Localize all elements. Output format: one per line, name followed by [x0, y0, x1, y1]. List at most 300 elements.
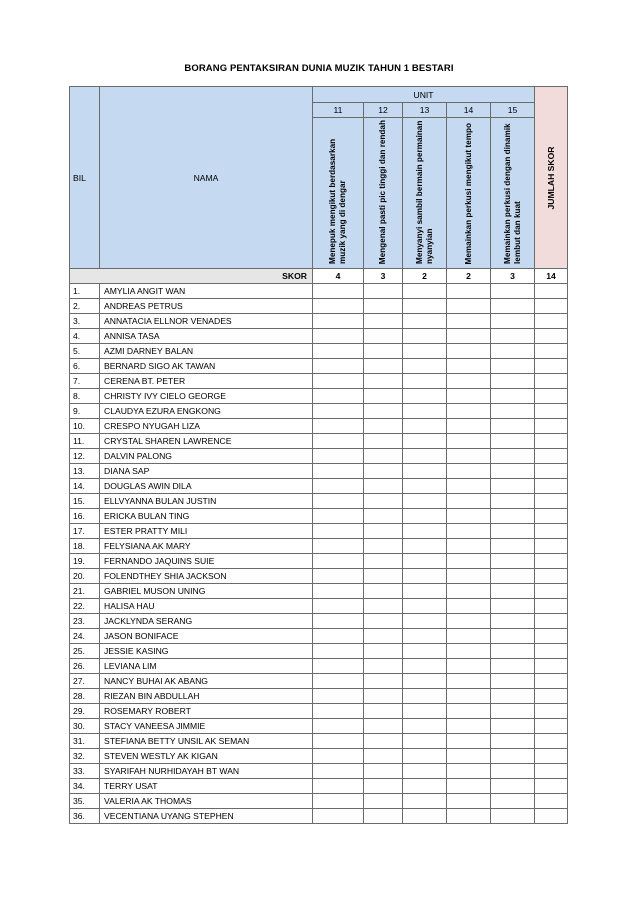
score-cell[interactable]	[447, 389, 491, 404]
total-cell[interactable]	[535, 779, 568, 794]
total-cell[interactable]	[535, 509, 568, 524]
table-row	[70, 434, 568, 449]
score-cell[interactable]	[313, 734, 364, 749]
score-cell[interactable]	[364, 314, 403, 329]
score-cell[interactable]	[447, 659, 491, 674]
score-cell[interactable]	[403, 464, 447, 479]
score-cell[interactable]	[447, 284, 491, 299]
score-cell[interactable]	[491, 689, 535, 704]
score-cell[interactable]	[447, 374, 491, 389]
total-cell[interactable]	[535, 344, 568, 359]
score-cell[interactable]	[313, 314, 364, 329]
score-cell[interactable]	[364, 719, 403, 734]
score-cell[interactable]	[447, 344, 491, 359]
total-cell[interactable]	[535, 584, 568, 599]
student-number: 30.	[70, 719, 100, 734]
score-cell[interactable]	[491, 554, 535, 569]
header-unit	[313, 87, 535, 103]
score-cell[interactable]	[491, 719, 535, 734]
score-cell[interactable]	[313, 299, 364, 314]
score-cell[interactable]	[364, 449, 403, 464]
score-cell[interactable]	[491, 674, 535, 689]
student-number: 2.	[70, 299, 100, 314]
score-cell[interactable]	[364, 389, 403, 404]
score-cell[interactable]	[313, 809, 364, 824]
score-cell[interactable]	[403, 569, 447, 584]
table-row	[70, 719, 568, 734]
student-number: 11.	[70, 434, 100, 449]
student-name: CLAUDYA EZURA ENGKONG	[100, 404, 313, 419]
score-cell[interactable]	[403, 614, 447, 629]
score-cell[interactable]	[364, 494, 403, 509]
score-cell[interactable]	[403, 674, 447, 689]
score-cell[interactable]	[447, 464, 491, 479]
total-cell[interactable]	[535, 764, 568, 779]
score-cell[interactable]	[403, 659, 447, 674]
score-cell[interactable]	[403, 404, 447, 419]
score-cell[interactable]	[447, 479, 491, 494]
total-cell[interactable]	[535, 734, 568, 749]
score-cell[interactable]	[403, 389, 447, 404]
total-cell[interactable]	[535, 674, 568, 689]
score-cell[interactable]	[491, 749, 535, 764]
score-cell[interactable]	[447, 584, 491, 599]
score-cell[interactable]	[364, 524, 403, 539]
score-cell[interactable]	[491, 464, 535, 479]
score-cell[interactable]	[313, 524, 364, 539]
table-row	[70, 779, 568, 794]
table-row	[70, 404, 568, 419]
score-cell[interactable]	[364, 554, 403, 569]
total-cell[interactable]	[535, 284, 568, 299]
unit-number-13: 13	[403, 103, 447, 118]
total-cell[interactable]	[535, 494, 568, 509]
student-name: FOLENDTHEY SHIA JACKSON	[100, 569, 313, 584]
score-cell[interactable]	[447, 404, 491, 419]
student-name: CHRISTY IVY CIELO GEORGE	[100, 389, 313, 404]
table-row	[70, 374, 568, 389]
score-cell[interactable]	[403, 584, 447, 599]
table-row	[70, 494, 568, 509]
student-name: LEVIANA LIM	[100, 659, 313, 674]
total-cell[interactable]	[535, 314, 568, 329]
score-cell[interactable]	[313, 284, 364, 299]
score-cell[interactable]	[491, 779, 535, 794]
total-cell[interactable]	[535, 404, 568, 419]
score-cell[interactable]	[447, 329, 491, 344]
score-cell[interactable]	[313, 794, 364, 809]
score-cell[interactable]	[491, 569, 535, 584]
score-cell[interactable]	[364, 749, 403, 764]
score-cell[interactable]	[403, 329, 447, 344]
table-row	[70, 749, 568, 764]
score-cell[interactable]	[447, 509, 491, 524]
score-cell[interactable]	[313, 599, 364, 614]
table-row	[70, 584, 568, 599]
score-cell[interactable]	[364, 734, 403, 749]
student-name: ERICKA BULAN TING	[100, 509, 313, 524]
total-cell[interactable]	[535, 704, 568, 719]
score-cell[interactable]	[403, 359, 447, 374]
score-cell[interactable]	[313, 449, 364, 464]
score-cell[interactable]	[403, 539, 447, 554]
student-number: 24.	[70, 629, 100, 644]
score-cell[interactable]	[364, 674, 403, 689]
score-cell[interactable]	[447, 419, 491, 434]
student-name: ANDREAS PETRUS	[100, 299, 313, 314]
student-number: 29.	[70, 704, 100, 719]
table-row	[70, 569, 568, 584]
student-number: 10.	[70, 419, 100, 434]
student-name: DIANA SAP	[100, 464, 313, 479]
score-cell[interactable]	[403, 779, 447, 794]
score-cell[interactable]	[313, 374, 364, 389]
student-number: 22.	[70, 599, 100, 614]
student-name: DALVIN PALONG	[100, 449, 313, 464]
score-cell[interactable]	[491, 614, 535, 629]
score-cell[interactable]	[403, 809, 447, 824]
table-row	[70, 299, 568, 314]
table-row	[70, 794, 568, 809]
score-cell[interactable]	[447, 644, 491, 659]
score-cell[interactable]	[403, 284, 447, 299]
score-cell[interactable]	[447, 779, 491, 794]
total-cell[interactable]	[535, 449, 568, 464]
score-cell[interactable]	[403, 344, 447, 359]
table-row	[70, 764, 568, 779]
header-bil	[70, 87, 100, 269]
score-cell[interactable]	[491, 404, 535, 419]
score-cell[interactable]	[313, 464, 364, 479]
score-cell[interactable]	[491, 389, 535, 404]
score-cell[interactable]	[447, 809, 491, 824]
total-cell[interactable]	[535, 554, 568, 569]
student-number: 31.	[70, 734, 100, 749]
total-cell[interactable]	[535, 599, 568, 614]
student-number: 15.	[70, 494, 100, 509]
score-cell[interactable]	[313, 689, 364, 704]
score-cell[interactable]	[491, 599, 535, 614]
student-number: 23.	[70, 614, 100, 629]
score-cell[interactable]	[364, 659, 403, 674]
score-cell[interactable]	[313, 359, 364, 374]
score-cell[interactable]	[364, 689, 403, 704]
score-cell[interactable]	[491, 344, 535, 359]
total-cell[interactable]	[535, 524, 568, 539]
score-cell[interactable]	[364, 614, 403, 629]
score-cell[interactable]	[491, 329, 535, 344]
score-cell[interactable]	[313, 329, 364, 344]
score-cell[interactable]	[491, 524, 535, 539]
score-cell[interactable]	[447, 299, 491, 314]
score-cell[interactable]	[313, 509, 364, 524]
score-cell[interactable]	[491, 449, 535, 464]
student-name: TERRY USAT	[100, 779, 313, 794]
score-cell[interactable]	[403, 599, 447, 614]
score-cell[interactable]	[447, 749, 491, 764]
score-cell[interactable]	[447, 794, 491, 809]
score-cell[interactable]	[364, 344, 403, 359]
header-unit-label: UNIT	[413, 89, 434, 100]
score-cell[interactable]	[313, 674, 364, 689]
student-name: ANNATACIA ELLNOR VENADES	[100, 314, 313, 329]
score-cell[interactable]	[313, 494, 364, 509]
total-cell[interactable]	[535, 464, 568, 479]
table-row	[70, 359, 568, 374]
total-cell[interactable]	[535, 479, 568, 494]
score-cell[interactable]	[364, 584, 403, 599]
total-cell[interactable]	[535, 644, 568, 659]
score-cell[interactable]	[403, 374, 447, 389]
table-row	[70, 704, 568, 719]
score-cell[interactable]	[447, 434, 491, 449]
score-cell[interactable]	[491, 704, 535, 719]
score-cell[interactable]	[491, 539, 535, 554]
score-cell[interactable]	[403, 494, 447, 509]
score-cell[interactable]	[403, 449, 447, 464]
score-cell[interactable]	[491, 299, 535, 314]
total-cell[interactable]	[535, 794, 568, 809]
unit-description-label: Menyanyi sambil bermain permainan nyanyian	[414, 120, 434, 264]
form-title: BORANG PENTAKSIRAN DUNIA MUZIK TAHUN 1 BESTARI	[184, 63, 454, 74]
total-cell[interactable]	[535, 389, 568, 404]
student-name: GABRIEL MUSON UNING	[100, 584, 313, 599]
student-number: 13.	[70, 464, 100, 479]
score-cell[interactable]	[447, 539, 491, 554]
score-cell[interactable]	[447, 704, 491, 719]
jumlah-skor-label: JUMLAH SKOR	[546, 145, 557, 210]
score-cell[interactable]	[364, 359, 403, 374]
student-name: VALERIA AK THOMAS	[100, 794, 313, 809]
score-cell[interactable]	[491, 494, 535, 509]
score-cell[interactable]	[364, 704, 403, 719]
student-number: 16.	[70, 509, 100, 524]
score-cell[interactable]	[313, 614, 364, 629]
total-cell[interactable]	[535, 419, 568, 434]
total-cell[interactable]	[535, 749, 568, 764]
skor-value-unit-13: 2	[403, 269, 447, 284]
score-cell[interactable]	[364, 404, 403, 419]
score-cell[interactable]	[403, 524, 447, 539]
student-name: VECENTIANA UYANG STEPHEN	[100, 809, 313, 824]
score-cell[interactable]	[313, 539, 364, 554]
score-cell[interactable]	[364, 539, 403, 554]
total-cell[interactable]	[535, 629, 568, 644]
score-cell[interactable]	[313, 404, 364, 419]
student-number: 17.	[70, 524, 100, 539]
student-name: AZMI DARNEY BALAN	[100, 344, 313, 359]
score-cell[interactable]	[403, 734, 447, 749]
table-row	[70, 524, 568, 539]
score-cell[interactable]	[313, 344, 364, 359]
header-bil-label: BIL	[73, 172, 86, 183]
score-cell[interactable]	[447, 734, 491, 749]
score-cell[interactable]	[491, 479, 535, 494]
score-cell[interactable]	[313, 659, 364, 674]
score-cell[interactable]	[491, 359, 535, 374]
student-name: HALISA HAU	[100, 599, 313, 614]
score-cell[interactable]	[403, 794, 447, 809]
unit-description-11	[313, 118, 364, 269]
student-name: CRYSTAL SHAREN LAWRENCE	[100, 434, 313, 449]
total-cell[interactable]	[535, 359, 568, 374]
score-cell[interactable]	[364, 629, 403, 644]
score-cell[interactable]	[447, 524, 491, 539]
score-cell[interactable]	[403, 644, 447, 659]
score-cell[interactable]	[447, 449, 491, 464]
score-cell[interactable]	[491, 434, 535, 449]
score-cell[interactable]	[364, 464, 403, 479]
score-cell[interactable]	[313, 389, 364, 404]
score-cell[interactable]	[491, 629, 535, 644]
skor-value-unit-14: 2	[447, 269, 491, 284]
score-cell[interactable]	[313, 629, 364, 644]
score-cell[interactable]	[364, 434, 403, 449]
score-cell[interactable]	[447, 599, 491, 614]
score-cell[interactable]	[403, 314, 447, 329]
student-number: 32.	[70, 749, 100, 764]
score-cell[interactable]	[313, 764, 364, 779]
score-cell[interactable]	[364, 779, 403, 794]
table-row	[70, 389, 568, 404]
table-row	[70, 599, 568, 614]
student-number: 25.	[70, 644, 100, 659]
unit-description-label: Mengenal pasti pic tinggi dan rendah	[378, 119, 387, 264]
score-cell[interactable]	[403, 749, 447, 764]
score-cell[interactable]	[364, 284, 403, 299]
total-cell[interactable]	[535, 539, 568, 554]
score-cell[interactable]	[313, 479, 364, 494]
table-row	[70, 314, 568, 329]
student-name: FELYSIANA AK MARY	[100, 539, 313, 554]
score-cell[interactable]	[447, 629, 491, 644]
score-cell[interactable]	[403, 764, 447, 779]
total-cell[interactable]	[535, 329, 568, 344]
score-cell[interactable]	[491, 659, 535, 674]
score-cell[interactable]	[364, 794, 403, 809]
skor-total: 14	[535, 269, 568, 284]
student-name: STACY VANEESA JIMMIE	[100, 719, 313, 734]
score-cell[interactable]	[313, 644, 364, 659]
student-name: FERNANDO JAQUINS SUIE	[100, 554, 313, 569]
score-cell[interactable]	[403, 479, 447, 494]
score-cell[interactable]	[313, 434, 364, 449]
score-cell[interactable]	[403, 704, 447, 719]
score-cell[interactable]	[364, 569, 403, 584]
unit-description-13	[403, 118, 447, 269]
score-cell[interactable]	[491, 314, 535, 329]
student-name: ELLVYANNA BULAN JUSTIN	[100, 494, 313, 509]
score-cell[interactable]	[364, 809, 403, 824]
score-cell[interactable]	[403, 554, 447, 569]
score-cell[interactable]	[364, 419, 403, 434]
student-name: SYARIFAH NURHIDAYAH BT WAN	[100, 764, 313, 779]
score-cell[interactable]	[447, 719, 491, 734]
score-cell[interactable]	[491, 794, 535, 809]
score-cell[interactable]	[403, 419, 447, 434]
student-number: 8.	[70, 389, 100, 404]
table-row	[70, 629, 568, 644]
score-cell[interactable]	[403, 719, 447, 734]
student-number: 35.	[70, 794, 100, 809]
score-cell[interactable]	[491, 764, 535, 779]
table-row	[70, 539, 568, 554]
score-cell[interactable]	[313, 584, 364, 599]
total-cell[interactable]	[535, 659, 568, 674]
score-cell[interactable]	[447, 569, 491, 584]
total-cell[interactable]	[535, 569, 568, 584]
score-cell[interactable]	[447, 314, 491, 329]
score-cell[interactable]	[313, 569, 364, 584]
score-cell[interactable]	[447, 764, 491, 779]
total-cell[interactable]	[535, 809, 568, 824]
student-number: 14.	[70, 479, 100, 494]
header-jumlah-skor	[535, 87, 568, 269]
score-cell[interactable]	[403, 509, 447, 524]
score-cell[interactable]	[447, 554, 491, 569]
score-cell[interactable]	[364, 479, 403, 494]
total-cell[interactable]	[535, 614, 568, 629]
student-number: 34.	[70, 779, 100, 794]
score-cell[interactable]	[313, 554, 364, 569]
score-cell[interactable]	[491, 584, 535, 599]
score-cell[interactable]	[364, 299, 403, 314]
table-row	[70, 509, 568, 524]
table-row	[70, 464, 568, 479]
score-cell[interactable]	[403, 629, 447, 644]
score-cell[interactable]	[313, 749, 364, 764]
score-cell[interactable]	[313, 779, 364, 794]
table-row	[70, 659, 568, 674]
score-cell[interactable]	[313, 419, 364, 434]
score-cell[interactable]	[491, 809, 535, 824]
total-cell[interactable]	[535, 434, 568, 449]
score-cell[interactable]	[364, 644, 403, 659]
skor-value-unit-12: 3	[364, 269, 403, 284]
total-cell[interactable]	[535, 689, 568, 704]
score-cell[interactable]	[364, 764, 403, 779]
score-cell[interactable]	[491, 374, 535, 389]
score-cell[interactable]	[403, 299, 447, 314]
score-cell[interactable]	[491, 284, 535, 299]
score-cell[interactable]	[447, 674, 491, 689]
score-cell[interactable]	[447, 494, 491, 509]
total-cell[interactable]	[535, 374, 568, 389]
score-cell[interactable]	[364, 329, 403, 344]
student-number: 19.	[70, 554, 100, 569]
score-cell[interactable]	[364, 599, 403, 614]
score-cell[interactable]	[447, 614, 491, 629]
score-cell[interactable]	[364, 509, 403, 524]
skor-value-unit-11: 4	[313, 269, 364, 284]
total-cell[interactable]	[535, 299, 568, 314]
score-cell[interactable]	[403, 689, 447, 704]
table-row	[70, 674, 568, 689]
score-cell[interactable]	[491, 419, 535, 434]
table-row	[70, 689, 568, 704]
score-cell[interactable]	[447, 689, 491, 704]
score-cell[interactable]	[491, 509, 535, 524]
table-row	[70, 644, 568, 659]
score-cell[interactable]	[313, 704, 364, 719]
score-cell[interactable]	[491, 734, 535, 749]
score-cell[interactable]	[491, 644, 535, 659]
score-cell[interactable]	[447, 359, 491, 374]
score-cell[interactable]	[313, 719, 364, 734]
score-cell[interactable]	[403, 434, 447, 449]
total-cell[interactable]	[535, 719, 568, 734]
score-cell[interactable]	[364, 374, 403, 389]
